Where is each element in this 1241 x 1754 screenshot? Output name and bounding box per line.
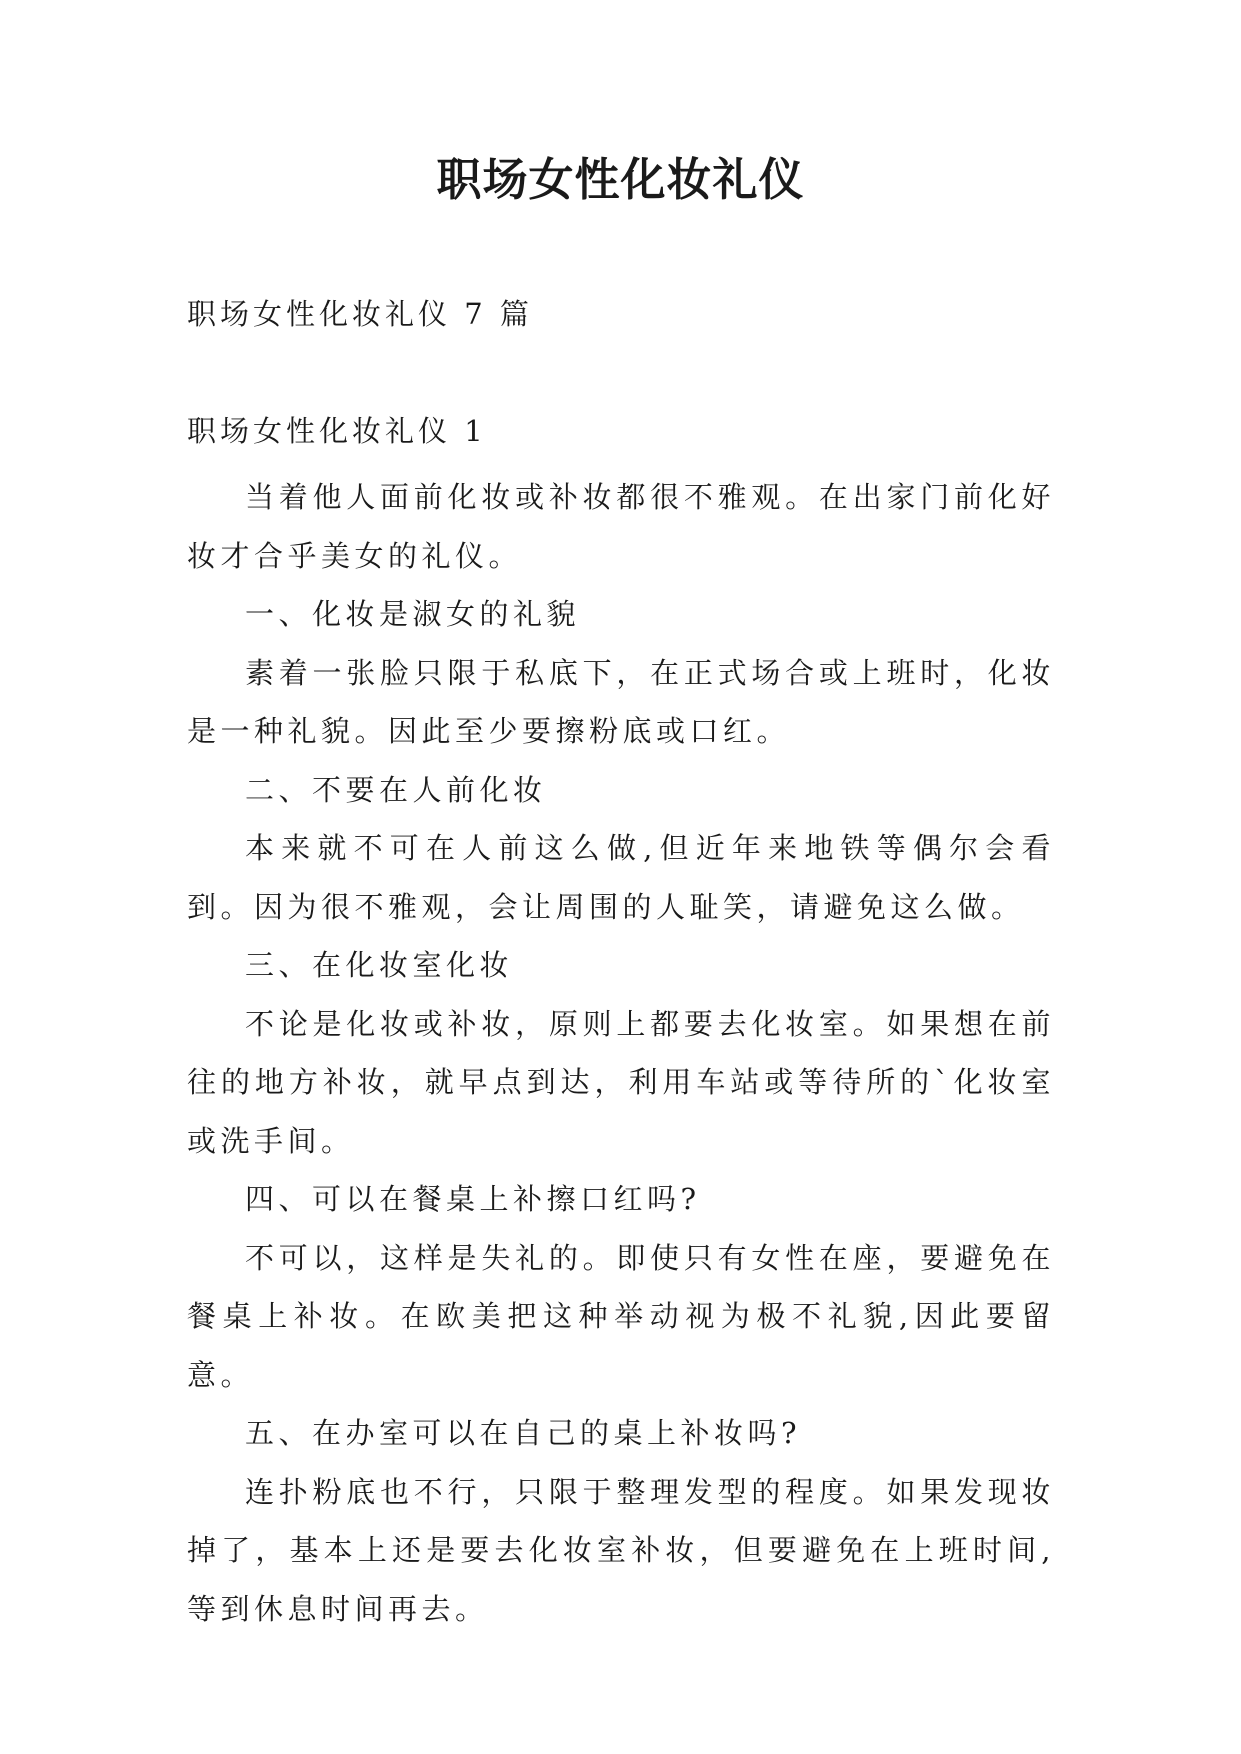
- section-heading: 职场女性化妆礼仪 1: [187, 414, 487, 448]
- paragraph: 素着一张脸只限于私底下，在正式场合或上班时，化妆是一种礼貌。因此至少要擦粉底或口红。: [187, 655, 1055, 748]
- document-title: 职场女性化妆礼仪: [436, 153, 805, 206]
- paragraph-heading: 一、化妆是淑女的礼貌: [245, 597, 581, 631]
- paragraph-heading: 五、在办室可以在自己的桌上补妆吗?: [245, 1416, 802, 1450]
- document-body: [187, 468, 1055, 1638]
- paragraph: 连扑粉底也不行，只限于整理发型的程度。如果发现妆掉了，基本上还是要去化妆室补妆，但要避免在上班时间,等到休息时间再去。: [187, 1474, 1055, 1626]
- paragraph: 不论是化妆或补妆，原则上都要去化妆室。如果想在前往的地方补妆，就早点到达，利用车站或等待所的`化妆室或洗手间。: [187, 1006, 1055, 1158]
- paragraph: 本来就不可在人前这么做,但近年来地铁等偶尔会看到。因为很不雅观，会让周围的人耻笑，请避免这么做。: [187, 831, 1055, 924]
- document-subtitle: 职场女性化妆礼仪 7 篇: [187, 297, 533, 331]
- paragraph-heading: 三、在化妆室化妆: [245, 948, 514, 982]
- paragraph: 当着他人面前化妆或补妆都很不雅观。在出家门前化好妆才合乎美女的礼仪。: [187, 480, 1055, 573]
- paragraph: 不可以，这样是失礼的。即使只有女性在座，要避免在餐桌上补妆。在欧美把这种举动视为极不礼貌,因此要留意。: [187, 1240, 1055, 1392]
- paragraph-heading: 四、可以在餐桌上补擦口红吗?: [245, 1182, 701, 1216]
- paragraph-heading: 二、不要在人前化妆: [245, 772, 547, 807]
